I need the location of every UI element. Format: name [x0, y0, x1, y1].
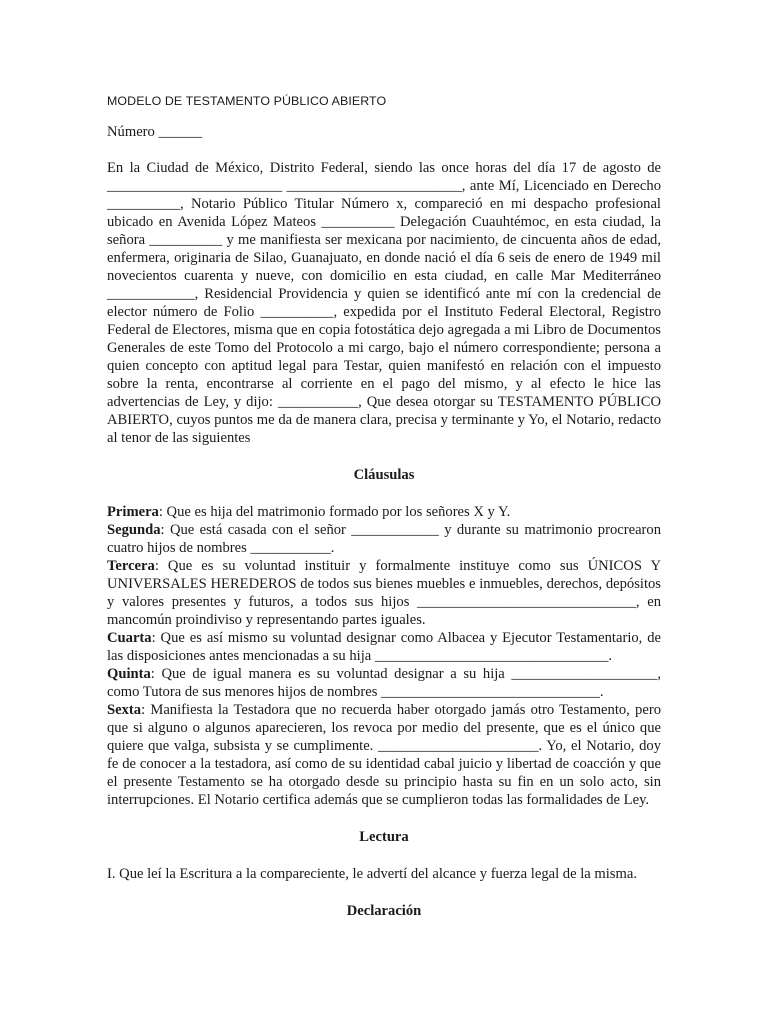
- clausula-text: : Manifiesta la Testadora que no recuerda haber otorgado jamás otro Testamento, pero que si alguno o algunos aparecieren, los revoca por medio del presente, que es el único que quiere que valga, subsista y se cumplimente. ______________________. Yo, el Notario, doy fe de conocer a la testadora, así como de su identidad cabal juicio y libertad de coacción y que el presente Testamento se ha otorgado desde su principio hasta su fin en un solo acto, sin interrupciones. El Notario certifica además que se cumplieron todas las formalidades de Ley.: [107, 702, 661, 808]
- clausula-label: Segunda: [107, 522, 161, 538]
- clausula-text: : Que de igual manera es su voluntad designar a su hija ____________________, como Tutora de sus menores hijos de nombres ______________________________.: [107, 666, 661, 700]
- numero-line: Número ______: [107, 124, 203, 140]
- intro-paragraph: En la Ciudad de México, Distrito Federal, siendo las once horas del día 17 de agosto de ________________________ ________________________, ante Mí, Licenciado en Derecho __________, Notario Público Titular Número x, compareció en mi despacho profesional ubicado en Avenida López Mateos __________ Delegación Cuauhtémoc, en esta ciudad, la señora __________ y me manifiesta ser mexicana por nacimiento, de cincuenta años de edad, enfermera, originaria de Silao, Guanajuato, en donde nació el día 6 seis de enero de 1949 mil novecientos cuarenta y nueve, con domicilio en esta ciudad, en calle Mar Mediterráneo ____________, Residencial Providencia y quien se identificó ante mí con la credencial de elector número de Folio __________, expedida por el Instituto Federal Electoral, Registro Federal de Electores, misma que en copia fotostática dejo agregada a mi Libro de Documentos Generales de este Tomo del Protocolo a mi cargo, bajo el número correspondiente; persona a quien concepto con aptitud legal para Testar, quien manifestó en relación con el impuesto sobre la renta, encontrarse al corriente en el pago del mismo, y al efecto le hice las advertencias de Ley, y dijo: ___________, Que desea otorgar su TESTAMENTO PÚBLICO ABIERTO, cuyos puntos me da de manera clara, precisa y terminante y Yo, el Notario, redacto al tenor de las siguientes: [107, 160, 661, 446]
- clausula-primera: [107, 503, 661, 521]
- declaracion-title: Declaración: [346, 903, 422, 919]
- clausula-segunda: [107, 521, 661, 557]
- clausula-tercera: [107, 557, 661, 629]
- clausula-cuarta: [107, 629, 661, 665]
- clausula-label: Primera: [107, 504, 159, 520]
- clausula-label: Quinta: [107, 666, 151, 682]
- clausulas-title: Cláusulas: [353, 467, 415, 483]
- clausula-sexta: [107, 701, 661, 809]
- lectura-paragraph: I. Que leí la Escritura a la compareciente, le advertí del alcance y fuerza legal de la misma.: [107, 866, 637, 882]
- clausula-label: Sexta: [107, 702, 142, 718]
- document-heading: MODELO DE TESTAMENTO PÚBLICO ABIERTO: [107, 94, 387, 108]
- clausula-text: : Que es así mismo su voluntad designar como Albacea y Ejecutor Testamentario, de las disposiciones antes mencionadas a su hija ________________________________.: [107, 630, 661, 664]
- lectura-title: Lectura: [359, 829, 409, 845]
- clausula-text: : Que es su voluntad instituir y formalmente instituye como sus ÚNICOS Y UNIVERSALES HEREDEROS de todos sus bienes muebles e inmuebles, derechos, depósitos y valores presentes y futuros, a todos sus hijos ______________________________, en mancomún proindiviso y representando partes iguales.: [107, 558, 661, 628]
- clausula-label: Cuarta: [107, 630, 152, 646]
- clausula-label: Tercera: [107, 558, 155, 574]
- clausula-text: : Que es hija del matrimonio formado por los señores X y Y.: [158, 504, 511, 520]
- clausula-quinta: [107, 665, 661, 701]
- clausula-text: : Que está casada con el señor ____________ y durante su matrimonio procrearon cuatro hijos de nombres ___________.: [107, 522, 661, 556]
